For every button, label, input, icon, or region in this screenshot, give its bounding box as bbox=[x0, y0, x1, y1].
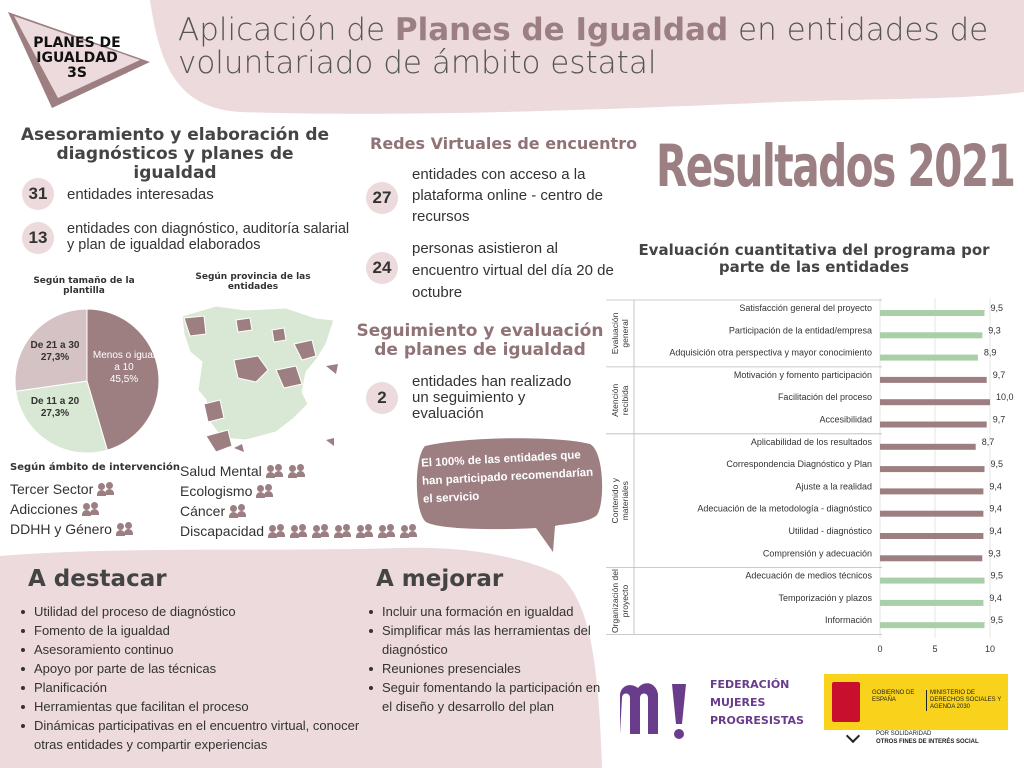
people-icon bbox=[290, 524, 308, 538]
x-tick-label: 5 bbox=[932, 644, 938, 654]
bar bbox=[880, 332, 982, 338]
title-highlight: Planes de Igualdad bbox=[394, 12, 729, 48]
people-icon bbox=[288, 464, 306, 478]
pie-slice-pct: 45,5% bbox=[109, 374, 139, 385]
bar-label: Satisfacción general del proyecto bbox=[739, 303, 872, 313]
bar-label: Ajuste a la realidad bbox=[795, 481, 872, 492]
ambitos-left-list bbox=[10, 479, 134, 539]
pie-slice-label: De 11 a 20 bbox=[30, 396, 80, 407]
bar bbox=[880, 555, 982, 561]
mejorar-heading: A mejorar bbox=[376, 566, 504, 592]
list-item: Simplificar más las herramientas del diagnóstico bbox=[366, 621, 602, 659]
pie-slice-pct: 27,3% bbox=[40, 352, 70, 363]
list-item: Utilidad del proceso de diagnóstico bbox=[18, 602, 366, 621]
list-item: Incluir una formación en igualdad bbox=[366, 602, 602, 621]
ambito-label: DDHH y Género bbox=[10, 521, 112, 537]
bar-value: 10,0 bbox=[996, 392, 1014, 403]
people-icon bbox=[266, 464, 284, 478]
logo-line1: PLANES DE bbox=[33, 35, 121, 51]
group-label-line: general bbox=[620, 319, 630, 348]
pie-label-1 bbox=[22, 396, 88, 420]
people-icon bbox=[400, 524, 418, 538]
destacar-list bbox=[18, 602, 366, 754]
stat-number: 31 bbox=[22, 178, 54, 210]
federacion-line3: PROGRESISTAS bbox=[710, 714, 804, 727]
bar bbox=[880, 466, 985, 472]
ambito-item bbox=[10, 479, 134, 499]
bar-value: 9,4 bbox=[989, 592, 1002, 603]
logo-line2: IGUALDAD bbox=[36, 50, 118, 66]
ambito-item bbox=[180, 521, 418, 541]
title-part1: Aplicación de bbox=[178, 12, 395, 48]
redes-heading: Redes Virtuales de encuentro bbox=[370, 134, 638, 153]
group-label bbox=[610, 384, 630, 417]
bar-value: 8,7 bbox=[981, 436, 995, 447]
bar bbox=[880, 600, 983, 606]
x-tick-label: 10 bbox=[984, 644, 996, 654]
bar-label: Adecuación de la metodología - diagnóstico bbox=[697, 503, 872, 514]
bar bbox=[880, 511, 983, 517]
ambito-label: Ecologismo bbox=[180, 483, 253, 499]
bar-value: 9,7 bbox=[992, 414, 1006, 425]
recommend-bubble-text: El 100% de las entidades que han participado recomendarían el servicio bbox=[420, 449, 594, 506]
ambito-item bbox=[10, 519, 134, 539]
stat-number: 13 bbox=[22, 222, 54, 254]
title-part2: en entidades de voluntariado de ámbito estatal bbox=[178, 12, 989, 81]
x-tick-label: 0 bbox=[877, 644, 883, 654]
resultados-title: Resultados 2021 bbox=[656, 132, 1015, 200]
people-icon bbox=[82, 502, 100, 516]
stat-text: entidades interesadas bbox=[67, 186, 214, 203]
bar bbox=[880, 444, 976, 450]
seguimiento-heading: Seguimiento y evaluación de planes de igualdad bbox=[356, 321, 604, 360]
bar-label: Participación de la entidad/empresa bbox=[728, 325, 872, 336]
ambito-item bbox=[180, 461, 418, 481]
people-icon bbox=[268, 524, 286, 538]
mejorar-list bbox=[366, 602, 602, 716]
bar bbox=[880, 355, 978, 361]
bar-value: 9,4 bbox=[989, 526, 1002, 536]
bar bbox=[880, 578, 985, 584]
group-label-line: proyecto bbox=[620, 584, 630, 618]
bar-label: Accesibilidad bbox=[819, 414, 872, 425]
stat-text: entidades con diagnóstico, auditoría salarial y plan de igualdad elaborados bbox=[67, 221, 350, 253]
pie-label-0 bbox=[92, 350, 156, 386]
people-icon bbox=[378, 524, 396, 538]
group-label-line: Atención bbox=[610, 383, 620, 417]
people-icon bbox=[312, 524, 330, 538]
group-label-line: Contenido y bbox=[610, 478, 620, 524]
bar bbox=[880, 310, 985, 316]
bar-label: Correspondencia Diagnóstico y Plan bbox=[726, 459, 872, 470]
bar bbox=[880, 622, 985, 628]
people-icon bbox=[116, 522, 134, 536]
ambito-label: Adicciones bbox=[10, 501, 78, 517]
bar-label: Adecuación de medios técnicos bbox=[745, 570, 872, 581]
list-item: Dinámicas participativas en el encuentro virtual, conocer otras entidades y compartir experiencias bbox=[18, 716, 366, 754]
spain-map bbox=[176, 300, 356, 460]
bar bbox=[880, 533, 983, 539]
group-label bbox=[610, 477, 630, 523]
fines-text: OTROS FINES DE INTERÉS SOCIAL bbox=[876, 739, 979, 745]
group-label-line: Organización del bbox=[610, 569, 620, 633]
people-icon bbox=[256, 484, 274, 498]
people-icon bbox=[97, 482, 115, 496]
federacion-line2: MUJERES bbox=[710, 696, 766, 709]
ambito-label: Tercer Sector bbox=[10, 481, 94, 497]
coat-of-arms-icon bbox=[832, 682, 860, 722]
people-icon bbox=[334, 524, 352, 538]
bar-value: 9,3 bbox=[988, 325, 1001, 336]
bar-label: Temporización y plazos bbox=[778, 592, 872, 603]
bar-label: Facilitación del proceso bbox=[777, 392, 872, 403]
bar-value: 9,3 bbox=[988, 548, 1001, 559]
bar-label: Información bbox=[824, 615, 872, 626]
list-item: Apoyo por parte de las técnicas bbox=[18, 659, 366, 678]
bar-value: 9,5 bbox=[990, 570, 1004, 581]
federacion-logo-mark bbox=[616, 676, 704, 742]
chart-title: Evaluación cuantitativa del programa por parte de las entidades bbox=[638, 241, 990, 276]
bar-label: Utilidad - diagnóstico bbox=[788, 526, 872, 536]
bar-value: 9,5 bbox=[990, 459, 1004, 470]
bar-label: Aplicabilidad de los resultados bbox=[750, 436, 872, 447]
bar bbox=[880, 488, 983, 494]
bar-value: 9,5 bbox=[990, 615, 1004, 626]
page-title bbox=[178, 14, 1008, 80]
pie-slice-label: De 21 a 30 bbox=[30, 340, 80, 351]
logo-line3: 3S bbox=[67, 65, 87, 81]
ambito-label: Discapacidad bbox=[180, 523, 265, 539]
ministerio-logo bbox=[824, 674, 1008, 730]
federacion-line1: FEDERACIÓN bbox=[710, 678, 790, 691]
list-item: Asesoramiento continuo bbox=[18, 640, 366, 659]
ambito-label: Cáncer bbox=[180, 503, 226, 519]
group-label bbox=[610, 569, 630, 633]
bar-value: 9,4 bbox=[989, 503, 1002, 514]
bar-value: 9,5 bbox=[990, 303, 1004, 313]
stat-text: personas asistieron al encuentro virtual del día 20 de octubre bbox=[412, 240, 614, 301]
group-label-line: recibida bbox=[620, 385, 630, 416]
group-label-line: materiales bbox=[620, 481, 630, 521]
destacar-heading: A destacar bbox=[28, 566, 167, 592]
pie-slice-label: Menos o igual a 10 bbox=[92, 350, 156, 373]
people-icon bbox=[229, 504, 247, 518]
people-icon bbox=[356, 524, 374, 538]
solidaridad-text: POR SOLIDARIDAD bbox=[876, 731, 932, 737]
stat-number: 2 bbox=[366, 382, 398, 414]
stat-number: 27 bbox=[366, 182, 398, 214]
list-item: Reuniones presenciales bbox=[366, 659, 602, 678]
list-item: Fomento de la igualdad bbox=[18, 621, 366, 640]
stat-text: entidades con acceso a la plataforma online - centro de recursos bbox=[412, 166, 603, 225]
bar-label: Adquisición otra perspectiva y mayor conocimiento bbox=[669, 347, 872, 358]
pie-slice-pct: 27,3% bbox=[40, 408, 70, 419]
asesoramiento-heading: Asesoramiento y elaboración de diagnósticos y planes de igualdad bbox=[20, 125, 330, 183]
group-label-line: Evaluación bbox=[610, 312, 620, 355]
ambito-heading: Según ámbito de intervención bbox=[10, 462, 180, 473]
stat-number: 24 bbox=[366, 252, 398, 284]
bar bbox=[880, 399, 990, 405]
bar-label: Comprensión y adecuación bbox=[762, 548, 872, 559]
bar bbox=[880, 422, 987, 428]
gobierno-text: GOBIERNO DE ESPAÑA bbox=[872, 690, 915, 703]
bar-value: 9,4 bbox=[989, 481, 1002, 492]
ambito-label: Salud Mental bbox=[180, 463, 262, 479]
ambitos-right-list bbox=[180, 461, 418, 541]
federacion-name bbox=[710, 676, 804, 730]
bar-value: 8,9 bbox=[983, 347, 997, 358]
stat-text: entidades han realizado un seguimiento y evaluación bbox=[412, 373, 572, 422]
pie-label-2 bbox=[24, 340, 86, 364]
list-item: Seguir fomentando la participación en el diseño y desarrollo del plan bbox=[366, 678, 602, 716]
ambito-item bbox=[180, 481, 418, 501]
bar-label: Motivación y fomento participación bbox=[733, 369, 872, 380]
evaluation-bar-chart bbox=[606, 298, 1022, 660]
list-item: Herramientas que facilitan el proceso bbox=[18, 697, 366, 716]
ministerio-text: MINISTERIO DE DERECHOS SOCIALES Y AGENDA 2030 bbox=[926, 690, 1006, 711]
bar bbox=[880, 377, 987, 383]
ambito-item bbox=[180, 501, 418, 521]
list-item: Planificación bbox=[18, 678, 366, 697]
bar-value: 9,7 bbox=[992, 369, 1006, 380]
size-heading: Según tamaño de la plantilla bbox=[33, 276, 135, 296]
logo bbox=[22, 36, 132, 81]
group-label bbox=[610, 312, 630, 354]
ambito-item bbox=[10, 499, 134, 519]
province-heading: Según provincia de las entidades bbox=[195, 272, 311, 292]
